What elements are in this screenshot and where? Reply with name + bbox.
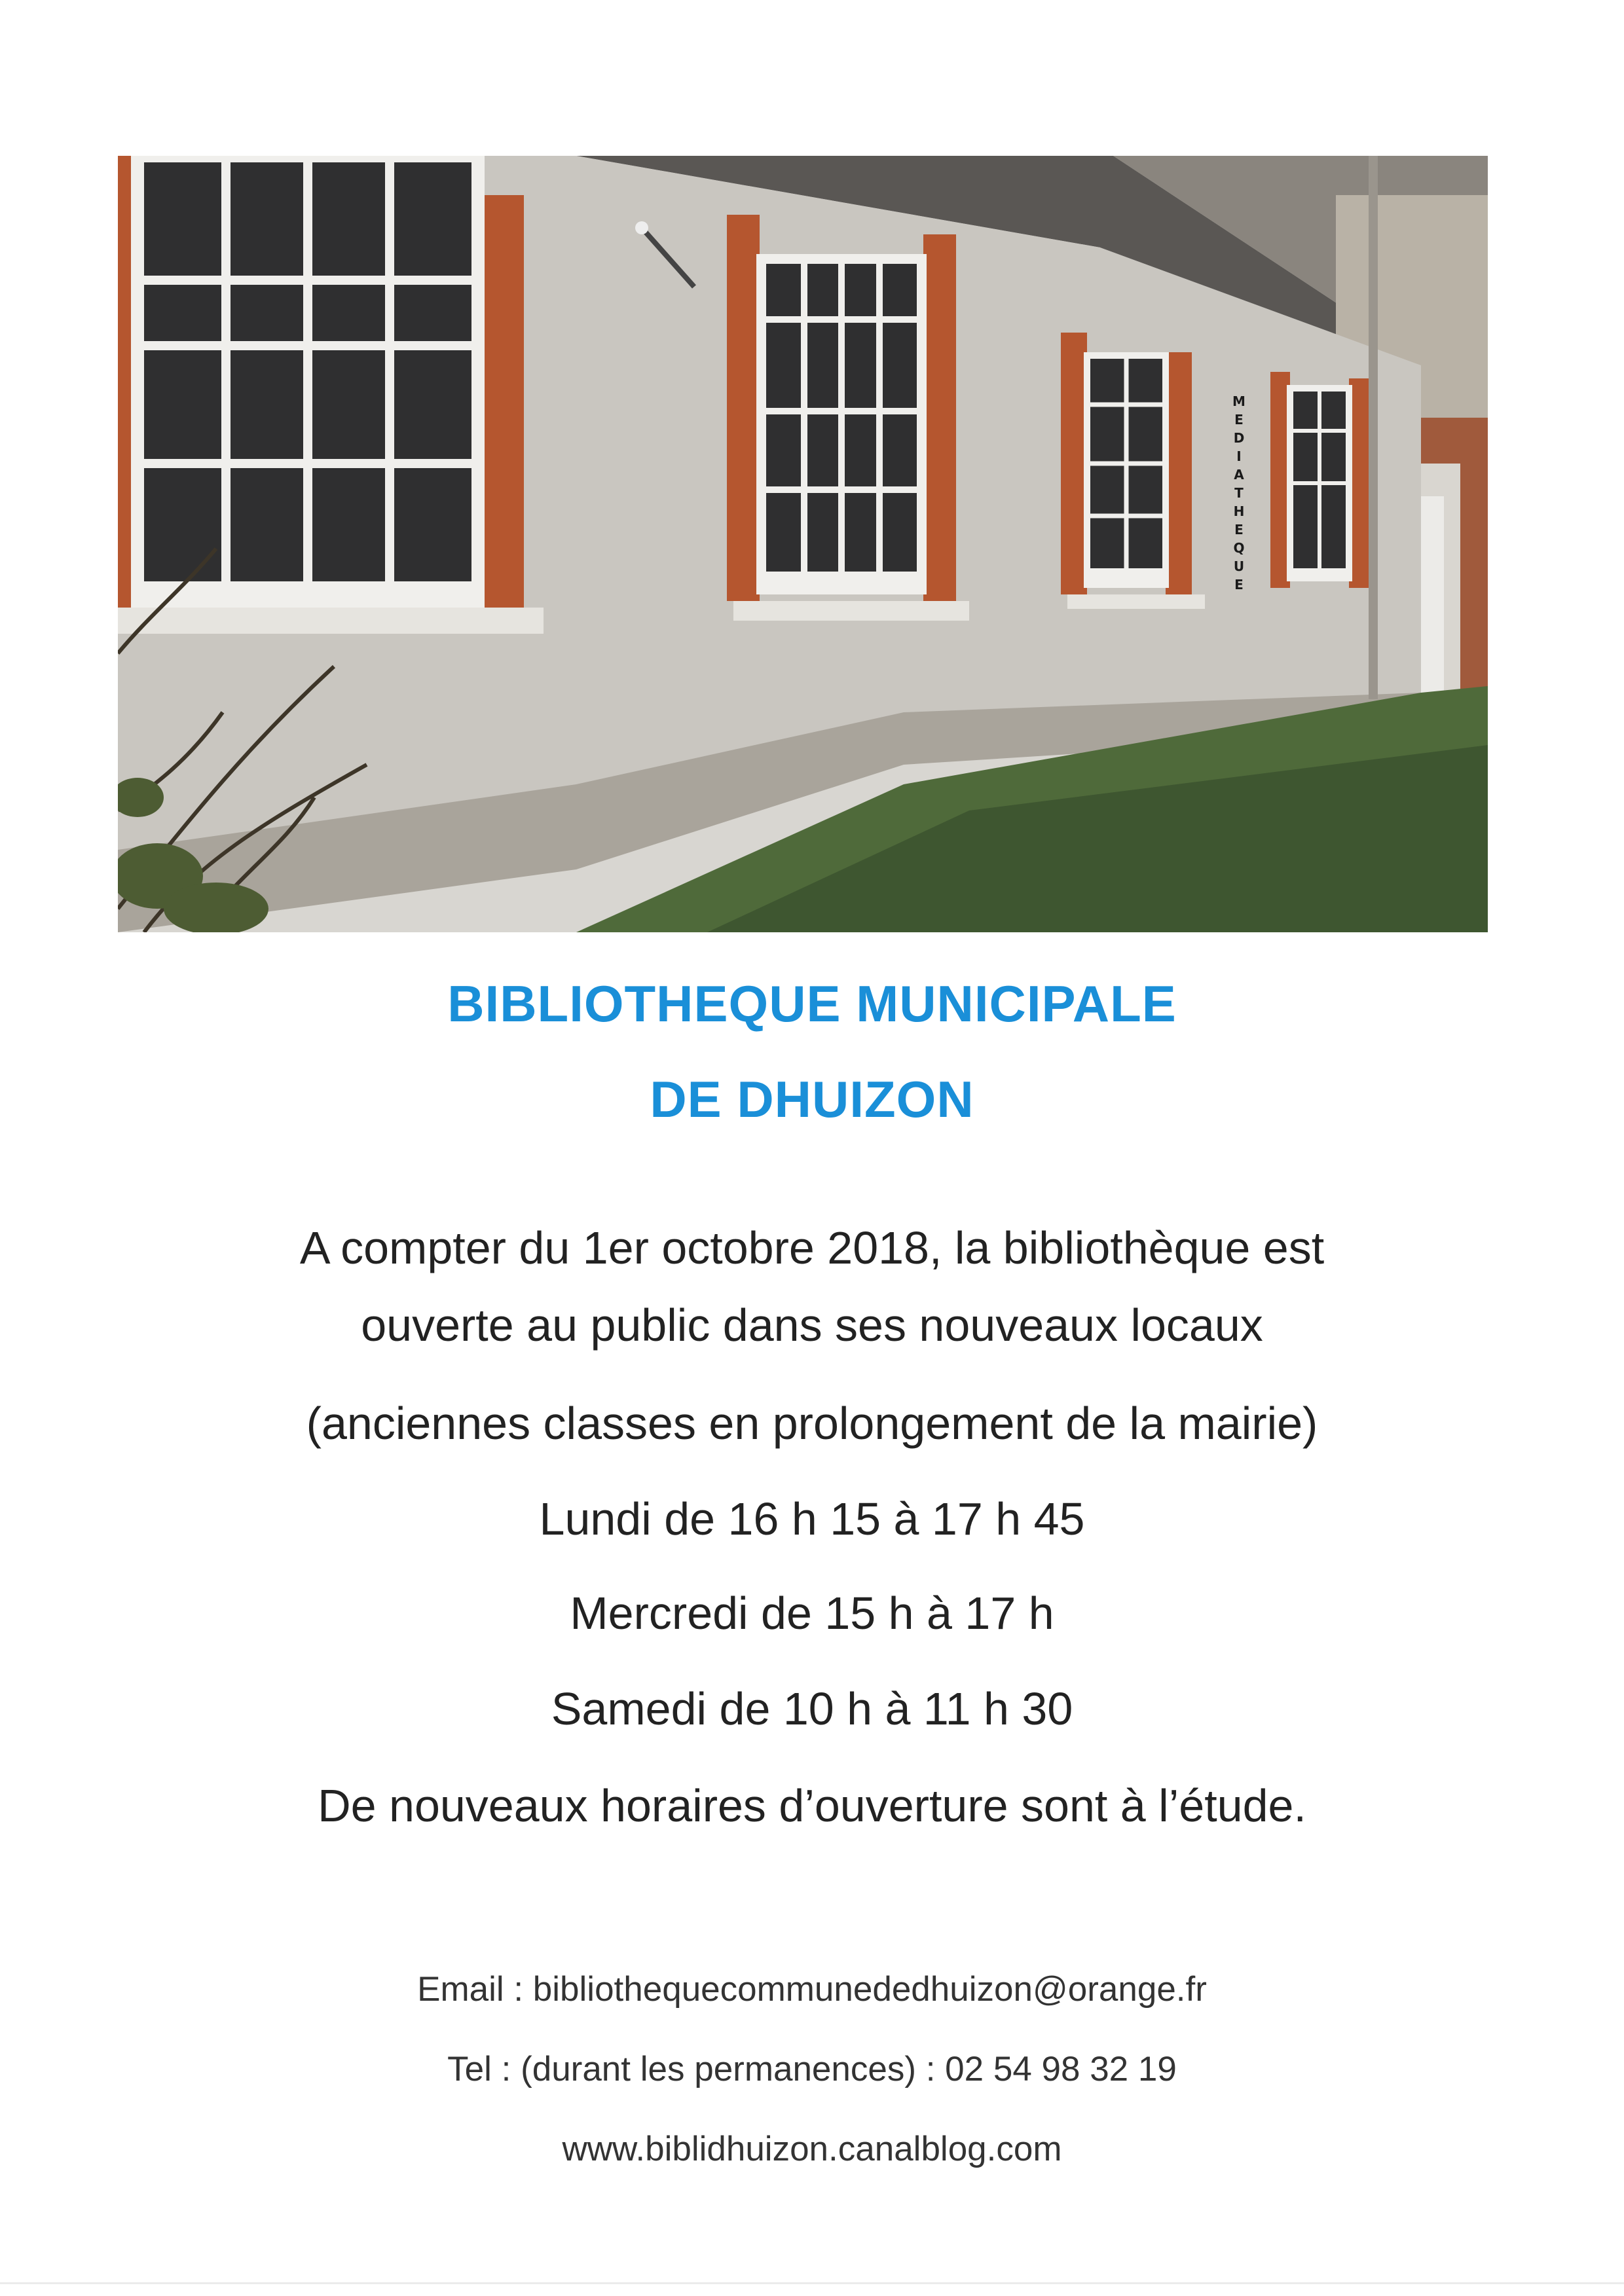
hours-monday: Lundi de 16 h 15 à 17 h 45 xyxy=(539,1493,1085,1544)
sign-letter: A xyxy=(1234,467,1244,483)
contact-website[interactable]: www.biblidhuizon.canalblog.com xyxy=(562,2130,1062,2168)
building-photo-illustration xyxy=(118,156,1488,932)
page-title: BIBLIOTHEQUE MUNICIPALE xyxy=(447,975,1177,1032)
library-building-photo xyxy=(118,156,1488,932)
sign-letter: E xyxy=(1234,412,1244,428)
contact-phone: Tel : (durant les permanences) : 02 54 98 32 19 xyxy=(447,2050,1177,2088)
announcement-line-1: A compter du 1er octobre 2018, la bibliothèque est xyxy=(299,1222,1325,1273)
schedule-notice: De nouveaux horaires d’ouverture sont à l’étude. xyxy=(318,1780,1306,1831)
sign-letter: U xyxy=(1233,558,1245,574)
hours-saturday: Samedi de 10 h à 11 h 30 xyxy=(551,1683,1073,1734)
sign-letter: H xyxy=(1233,503,1245,519)
sign-letter: I xyxy=(1236,448,1242,464)
sign-letter: E xyxy=(1234,577,1244,592)
sign-letter: M xyxy=(1232,393,1246,409)
contact-email[interactable]: Email : bibliothequecommunededhuizon@orange.fr xyxy=(417,1970,1207,2009)
hours-wednesday: Mercredi de 15 h à 17 h xyxy=(570,1588,1054,1639)
sign-letter: E xyxy=(1234,522,1244,538)
page-subtitle: DE DHUIZON xyxy=(650,1070,974,1128)
sign-letter: Q xyxy=(1233,540,1245,556)
announcement-line-2: ouverte au public dans ses nouveaux locaux xyxy=(361,1300,1263,1351)
sign-letter: D xyxy=(1233,430,1245,446)
announcement-line-3: (anciennes classes en prolongement de la mairie) xyxy=(306,1398,1318,1449)
sign-letter: T xyxy=(1234,485,1244,501)
scan-edge-line xyxy=(0,2282,1624,2284)
